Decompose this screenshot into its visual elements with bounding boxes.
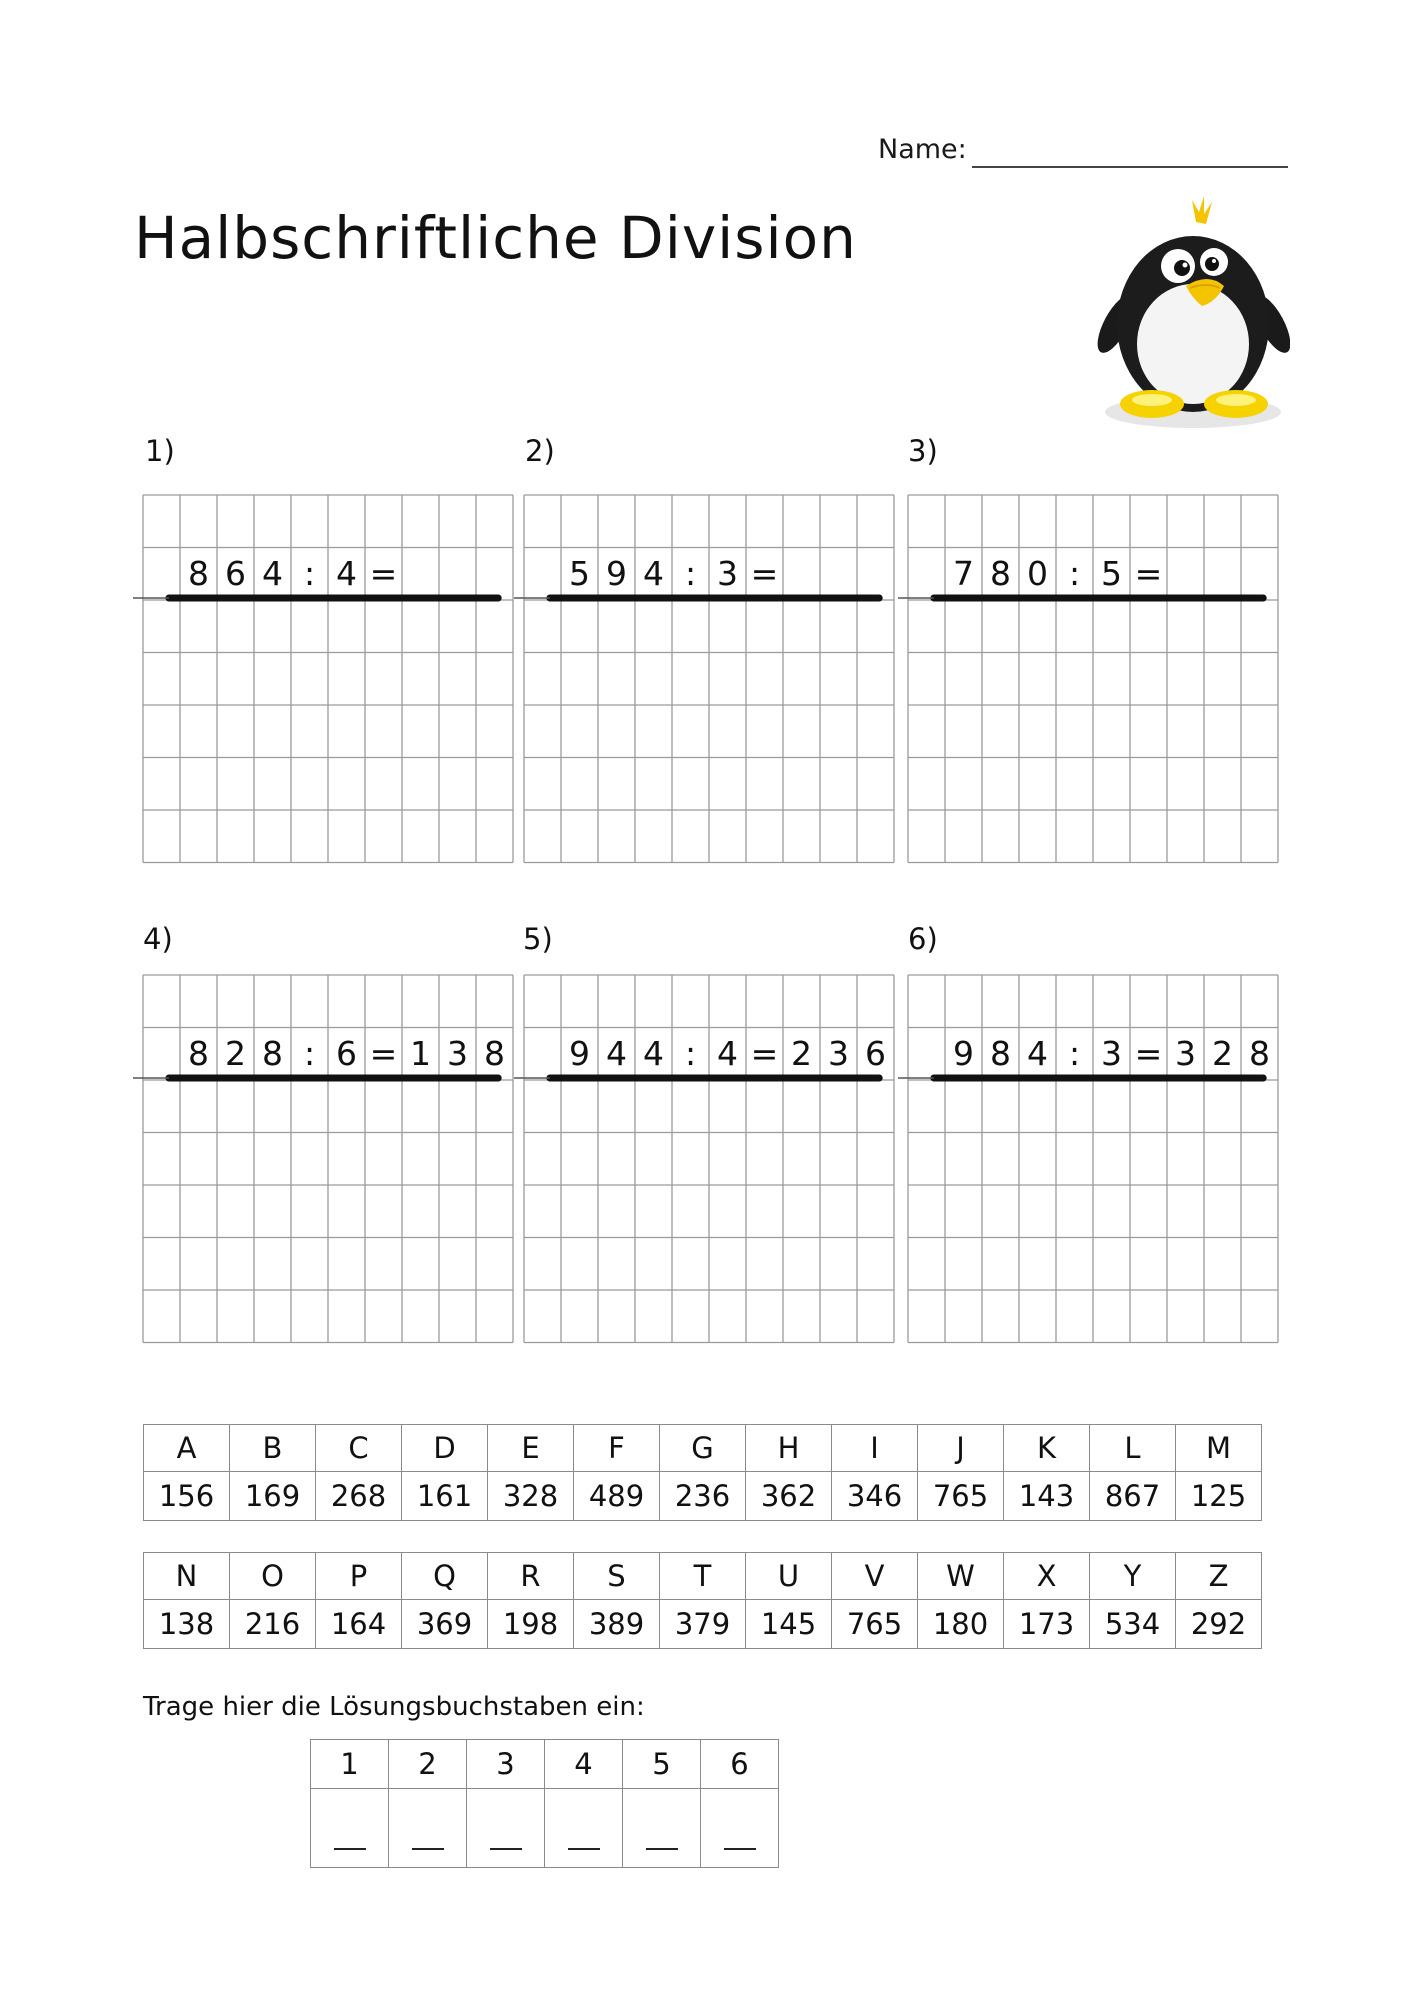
code-number: 216 bbox=[230, 1600, 316, 1649]
task-cell: 5 bbox=[1101, 553, 1122, 593]
code-letter: X bbox=[1004, 1553, 1090, 1600]
task-cell bbox=[783, 548, 820, 600]
problem-label-2: 2) bbox=[525, 434, 555, 468]
grid-problem-6[interactable] bbox=[908, 975, 1278, 1343]
task-cell: 4 bbox=[643, 1033, 664, 1073]
solution-answer-cell-4[interactable] bbox=[545, 1789, 623, 1868]
code-number: 169 bbox=[230, 1472, 316, 1521]
task-cell: 6 bbox=[865, 1033, 886, 1073]
task-cell: 8 bbox=[188, 553, 209, 593]
answer-line bbox=[646, 1848, 678, 1850]
code-table-2 bbox=[143, 1552, 1262, 1649]
problem-label-3: 3) bbox=[908, 434, 938, 468]
grid-problem-4[interactable] bbox=[143, 975, 513, 1343]
task-cell: : bbox=[684, 553, 697, 593]
grid-problem-1[interactable] bbox=[143, 495, 513, 863]
code-number: 125 bbox=[1176, 1472, 1262, 1521]
code-table-2-letters bbox=[144, 1553, 1262, 1600]
problem-label-1: 1) bbox=[145, 434, 175, 468]
answer-line bbox=[724, 1848, 756, 1850]
code-number: 362 bbox=[746, 1472, 832, 1521]
task-cell: 1 bbox=[410, 1033, 431, 1073]
task-cell bbox=[1167, 548, 1204, 600]
code-letter: U bbox=[746, 1553, 832, 1600]
answer-line bbox=[334, 1848, 366, 1850]
task-cell: 8 bbox=[990, 1033, 1011, 1073]
code-number: 156 bbox=[144, 1472, 230, 1521]
grid-problem-2[interactable] bbox=[524, 495, 894, 863]
task-cell: 4 bbox=[606, 1033, 627, 1073]
code-letter: D bbox=[402, 1425, 488, 1472]
code-letter: W bbox=[918, 1553, 1004, 1600]
task-cell: 8 bbox=[990, 553, 1011, 593]
code-letter: O bbox=[230, 1553, 316, 1600]
task-cell: 4 bbox=[336, 553, 357, 593]
task-cell: 6 bbox=[336, 1033, 357, 1073]
code-number: 161 bbox=[402, 1472, 488, 1521]
task-cell: 0 bbox=[1027, 553, 1048, 593]
code-number: 180 bbox=[918, 1600, 1004, 1649]
code-number: 143 bbox=[1004, 1472, 1090, 1521]
task-cell bbox=[402, 548, 439, 600]
task-cell bbox=[820, 548, 857, 600]
code-letter: V bbox=[832, 1553, 918, 1600]
problem-label-6: 6) bbox=[908, 922, 938, 956]
task-cell: = bbox=[750, 1033, 779, 1073]
code-number: 379 bbox=[660, 1600, 746, 1649]
problem-label-5: 5) bbox=[523, 922, 553, 956]
code-letter: S bbox=[574, 1553, 660, 1600]
task-cell: = bbox=[369, 553, 398, 593]
solution-answer-cell-3[interactable] bbox=[467, 1789, 545, 1868]
code-number: 389 bbox=[574, 1600, 660, 1649]
task-cell bbox=[857, 548, 894, 600]
solution-table bbox=[310, 1739, 779, 1868]
solution-index: 6 bbox=[701, 1740, 779, 1789]
code-number: 765 bbox=[832, 1600, 918, 1649]
solution-answer-cell-1[interactable] bbox=[311, 1789, 389, 1868]
task-cell bbox=[439, 548, 476, 600]
task-cell: 9 bbox=[953, 1033, 974, 1073]
task-cell: 4 bbox=[717, 1033, 738, 1073]
code-number: 198 bbox=[488, 1600, 574, 1649]
task-cell: 3 bbox=[1101, 1033, 1122, 1073]
task-cell: 2 bbox=[1212, 1033, 1233, 1073]
answer-line bbox=[568, 1848, 600, 1850]
code-number: 765 bbox=[918, 1472, 1004, 1521]
task-cell: 3 bbox=[447, 1033, 468, 1073]
task-cell bbox=[1204, 548, 1241, 600]
code-letter: L bbox=[1090, 1425, 1176, 1472]
task-cell: : bbox=[303, 1033, 316, 1073]
task-cell: 4 bbox=[643, 553, 664, 593]
code-letter: F bbox=[574, 1425, 660, 1472]
code-table-2-numbers bbox=[144, 1600, 1262, 1649]
task-cell bbox=[1241, 548, 1278, 600]
code-table-1-letters bbox=[144, 1425, 1262, 1472]
answer-line bbox=[490, 1848, 522, 1850]
task-cell: 2 bbox=[791, 1033, 812, 1073]
code-letter: N bbox=[144, 1553, 230, 1600]
grid-problem-3[interactable] bbox=[908, 495, 1278, 863]
code-letter: C bbox=[316, 1425, 402, 1472]
code-letter: T bbox=[660, 1553, 746, 1600]
grid-problem-5[interactable] bbox=[524, 975, 894, 1343]
solution-answer-cell-6[interactable] bbox=[701, 1789, 779, 1868]
code-letter: K bbox=[1004, 1425, 1090, 1472]
code-letter: M bbox=[1176, 1425, 1262, 1472]
task-cell: = bbox=[1134, 1033, 1163, 1073]
solution-answer-cell-5[interactable] bbox=[623, 1789, 701, 1868]
solution-index: 5 bbox=[623, 1740, 701, 1789]
problem-label-4: 4) bbox=[143, 922, 173, 956]
solution-index: 1 bbox=[311, 1740, 389, 1789]
task-cell: 8 bbox=[188, 1033, 209, 1073]
code-number: 236 bbox=[660, 1472, 746, 1521]
task-cell: 2 bbox=[225, 1033, 246, 1073]
penguin-illustration bbox=[1096, 194, 1290, 430]
code-letter: H bbox=[746, 1425, 832, 1472]
code-letter: Q bbox=[402, 1553, 488, 1600]
code-letter: I bbox=[832, 1425, 918, 1472]
task-cell: 9 bbox=[606, 553, 627, 593]
task-cell bbox=[476, 548, 513, 600]
task-cell: 8 bbox=[484, 1033, 505, 1073]
worksheet-title: Halbschriftliche Division bbox=[134, 204, 857, 272]
task-cell: 8 bbox=[262, 1033, 283, 1073]
code-letter: J bbox=[918, 1425, 1004, 1472]
code-letter: A bbox=[144, 1425, 230, 1472]
task-cell: 3 bbox=[828, 1033, 849, 1073]
task-cell: = bbox=[369, 1033, 398, 1073]
code-table-1 bbox=[143, 1424, 1262, 1521]
code-number: 145 bbox=[746, 1600, 832, 1649]
task-cell: : bbox=[303, 553, 316, 593]
code-number: 534 bbox=[1090, 1600, 1176, 1649]
task-cell: 8 bbox=[1249, 1033, 1270, 1073]
task-cell: = bbox=[750, 553, 779, 593]
code-number: 173 bbox=[1004, 1600, 1090, 1649]
task-cell: : bbox=[1068, 553, 1081, 593]
solution-index: 3 bbox=[467, 1740, 545, 1789]
task-cell: = bbox=[1134, 553, 1163, 593]
code-number: 369 bbox=[402, 1600, 488, 1649]
solution-index: 2 bbox=[389, 1740, 467, 1789]
code-letter: P bbox=[316, 1553, 402, 1600]
solution-answer-cell-2[interactable] bbox=[389, 1789, 467, 1868]
code-letter: Y bbox=[1090, 1553, 1176, 1600]
code-number: 346 bbox=[832, 1472, 918, 1521]
code-table-1-numbers bbox=[144, 1472, 1262, 1521]
task-cell: 9 bbox=[569, 1033, 590, 1073]
name-field-line[interactable] bbox=[972, 166, 1288, 168]
solution-instruction: Trage hier die Lösungsbuchstaben ein: bbox=[143, 1692, 645, 1722]
name-label: Name: bbox=[878, 134, 967, 165]
task-cell: : bbox=[1068, 1033, 1081, 1073]
code-number: 328 bbox=[488, 1472, 574, 1521]
code-letter: B bbox=[230, 1425, 316, 1472]
task-cell: 6 bbox=[225, 553, 246, 593]
task-cell: 7 bbox=[953, 553, 974, 593]
task-cell: 5 bbox=[569, 553, 590, 593]
task-cell: : bbox=[684, 1033, 697, 1073]
code-letter: Z bbox=[1176, 1553, 1262, 1600]
code-number: 164 bbox=[316, 1600, 402, 1649]
code-number: 867 bbox=[1090, 1472, 1176, 1521]
task-cell: 4 bbox=[262, 553, 283, 593]
answer-line bbox=[412, 1848, 444, 1850]
task-cell: 3 bbox=[717, 553, 738, 593]
solution-index: 4 bbox=[545, 1740, 623, 1789]
code-letter: E bbox=[488, 1425, 574, 1472]
code-number: 292 bbox=[1176, 1600, 1262, 1649]
task-cell: 3 bbox=[1175, 1033, 1196, 1073]
code-letter: G bbox=[660, 1425, 746, 1472]
code-number: 138 bbox=[144, 1600, 230, 1649]
code-letter: R bbox=[488, 1553, 574, 1600]
task-cell: 4 bbox=[1027, 1033, 1048, 1073]
code-number: 268 bbox=[316, 1472, 402, 1521]
code-number: 489 bbox=[574, 1472, 660, 1521]
